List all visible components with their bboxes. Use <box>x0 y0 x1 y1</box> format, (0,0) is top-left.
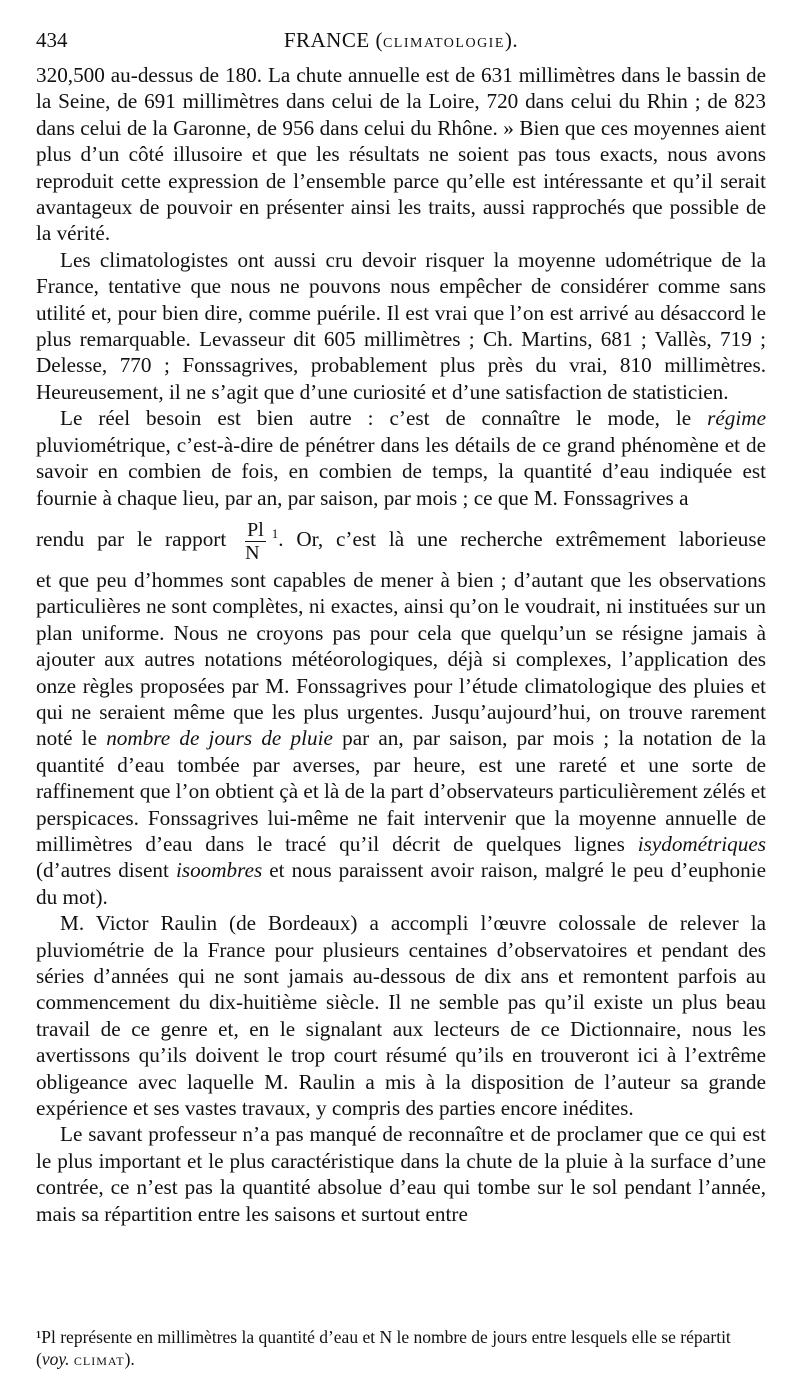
paragraph-5: Le savant professeur n’a pas manqué de reconnaître et de proclamer que ce qui est le plus important et le plus caractéristique dans la chute de la pluie à la surface d’une contrée, ce n’est pas la quantité absolue d’eau qui tombe sur le sol pendant l’année, mais sa répartition entre les saisons et surtout entre <box>36 1122 766 1226</box>
p3-isoombres: isoombres <box>175 858 263 883</box>
p3-text-d: et que peu d’hommes sont capables de mener à bien ; d’autant que les observations particulières ne sont complètes, ni exactes, ainsi qu’on le voudrait, ni instituées sur un plan uniforme. Nous ne croyons pas pour cela que quelqu’un se résigne jamais à ajouter aux autres notations météorologiques, déjà si complexes, l’application des onze règles proposées par M. Fonssagrives pour l’étude climatologique des pluies et qui ne seraient même que les plus urgentes. Jusqu’aujourd’hui, on trouve rarement noté le <box>36 567 766 751</box>
paragraph-3-continued <box>36 567 766 910</box>
paragraph-2: Les climatologistes ont aussi cru devoir risquer la moyenne udométrique de la France, tentative que nous ne pouvons nous empêcher de considérer comme sans utilité et, pour bien dire, comme puérile. Il est vrai que l’on est arrivé au désaccord le plus remarquable. Levasseur dit 605 millimètres ; Ch. Martins, 681 ; Vallès, 719 ; Delesse, 770 ; Fonssagrives, probablement plus près du vrai, 810 millimètres. Heureusement, il ne s’agit que d’une curiosité et d’une satisfaction de statisticien. <box>36 247 766 404</box>
footnote-reference: 1 <box>271 525 279 541</box>
p3-rapport: rendu par le rapport <box>36 526 227 551</box>
footnote-close: ). <box>124 1349 135 1369</box>
p3-regime: régime <box>707 406 766 431</box>
page-number: 434 <box>36 28 68 52</box>
fraction-line <box>36 511 766 567</box>
fraction-denominator: N <box>245 541 260 564</box>
footnote-text: Pl représente en millimètres la quantité d’eau et N le nombre de jours entre lesquels elle se répartit ( <box>36 1327 731 1369</box>
p3-nombre-de-jours: nombre de jours de pluie <box>106 726 333 751</box>
footnote-voy: voy. <box>41 1349 70 1369</box>
p3-isydometriques: isydométriques <box>637 831 766 856</box>
p3-text-f: (d’autres disent <box>36 858 169 883</box>
running-title-paren-close: ). <box>504 28 519 52</box>
p3-text-g: et nous paraissent avoir raison, malgré le peu d’euphonie du mot). <box>36 858 767 909</box>
fraction-pl-over-n <box>245 520 266 563</box>
p3-text-b: pluviométrique, c’est-à-dire de pénétrer dans les détails de ce grand phénomène et de savoir en combien de fois, en combien de temps, la quantité d’eau indiquée est fournie à chaque lieu, par an, par saison, par mois ; ce que M. Fonssagrives a <box>36 432 766 510</box>
running-title <box>36 28 766 53</box>
p3-text-e: par an, par saison, par mois ; la notation de la quantité d’eau tombée par averses, par heure, est une rareté et une sorte de raffinement que l’on obtient çà et là de la part d’observateurs particulièrement zélés et perspicaces. Fonssagrives lui-même ne fait intervenir que la moyenne annuelle de millimètres d’eau dans le tracé qu’il décrit de quelques lignes <box>36 726 767 856</box>
paragraph-3-start <box>36 405 766 511</box>
page-header <box>36 28 766 58</box>
footnote-marker: ¹ <box>36 1327 42 1347</box>
running-title-sub: CLIMATOLOGIE <box>382 36 505 51</box>
p3-text-a: Le réel besoin est bien autre : c’est de connaître le mode, le <box>60 406 692 431</box>
paragraph-4: M. Victor Raulin (de Bordeaux) a accompli l’œuvre colossale de relever la pluviométrie de la France pour plusieurs centaines d’observatoires et pendant des séries d’années qui ne sont jamais au-dessous de dix ans et remontent parfois au commencement du dix-huitième siècle. Il ne semble pas qu’il existe un plus beau travail de ce genre et, en le signalant aux lecteurs de ce Dictionnaire, nous les avertissons qu’ils doivent le trop court résumé qu’ils en trouveront ici à l’extrême obligeance avec laquelle M. Raulin a mis à la disposition de l’auteur sa grande expérience et ses vastes travaux, y compris des parties encore inédites. <box>36 911 766 1121</box>
footnote-ref: CLIMAT <box>73 1354 125 1368</box>
fraction-numerator: Pl <box>247 518 264 541</box>
running-title-main: FRANCE <box>283 28 370 52</box>
running-title-paren-open: ( <box>375 28 383 52</box>
p3-text-c: . Or, c’est là une recherche extrêmement laborieuse <box>278 526 766 551</box>
paragraph-1: 320,500 au-dessus de 180. La chute annuelle est de 631 millimètres dans le bassin de la Seine, de 691 millimètres dans celui de la Loire, 720 dans celui du Rhin ; de 823 dans celui de la Garonne, de 956 dans celui du Rhône. » Bien que ces moyennes aient plus d’un côté illusoire et que les résultats ne soient pas tous exacts, nous avons reproduit cette expression de l’ensemble parce qu’elle est intéressante et qu’il serait avantageux de pouvoir en présenter ainsi les traits, aussi rapprochés que possible de la vérité. <box>36 63 766 246</box>
main-text <box>36 62 766 1227</box>
footnote <box>36 1326 766 1372</box>
